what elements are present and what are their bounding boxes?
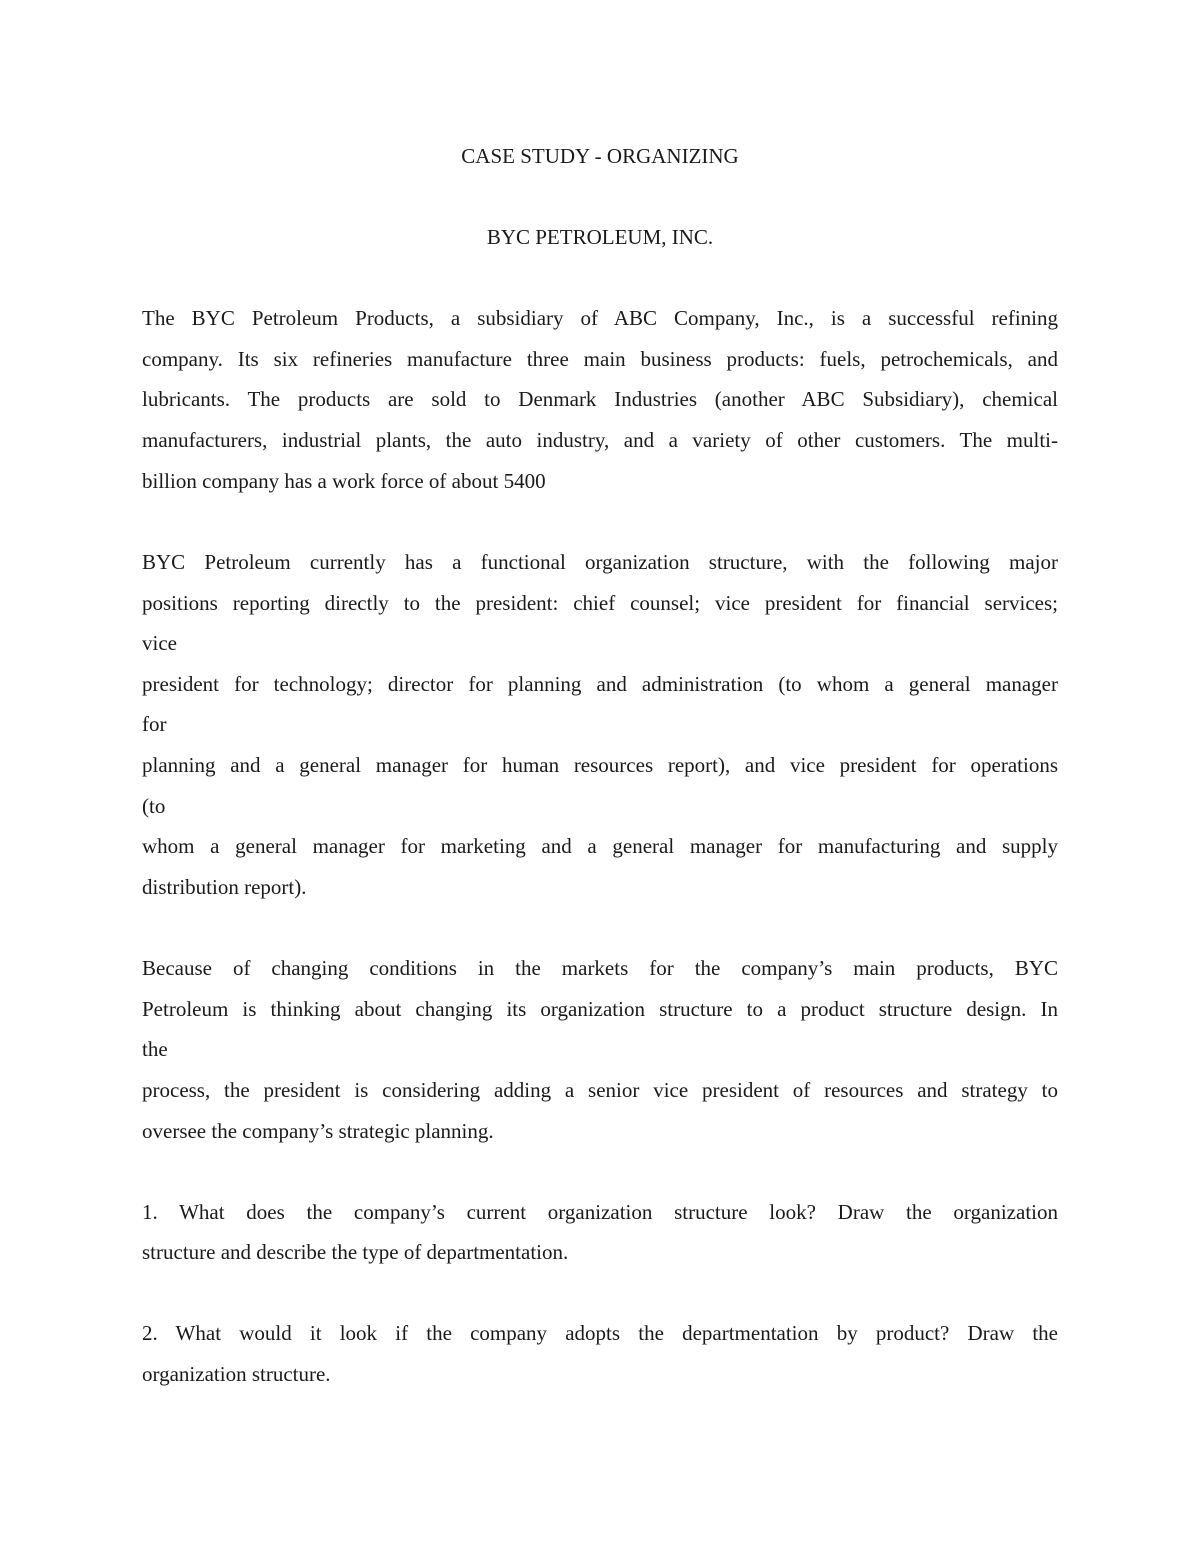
paragraph-2-line: positions reporting directly to the president: chief counsel; vice president for financial services; — [142, 591, 1058, 615]
paragraph-3-line: oversee the company’s strategic planning. — [142, 1119, 494, 1143]
paragraph-3-line: the — [142, 1037, 168, 1061]
paragraph-1-line: billion company has a work force of about 5400 — [142, 469, 546, 493]
paragraph-2-line: for — [142, 712, 167, 736]
paragraph-1-line: manufacturers, industrial plants, the auto industry, and a variety of other customers. The multi- — [142, 428, 1058, 452]
paragraph-2-line: distribution report). — [142, 875, 307, 899]
document-title: CASE STUDY - ORGANIZING — [461, 144, 739, 168]
paragraph-1-line: company. Its six refineries manufacture three main business products: fuels, petrochemicals, and — [142, 347, 1058, 371]
paragraph-1-line: The BYC Petroleum Products, a subsidiary of ABC Company, Inc., is a successful refining — [142, 306, 1058, 330]
paragraph-2-line: planning and a general manager for human resources report), and vice president for operations — [142, 753, 1058, 777]
question-2-line: 2. What would it look if the company adopts the departmentation by product? Draw the — [142, 1321, 1058, 1345]
question-1-line: structure and describe the type of departmentation. — [142, 1240, 569, 1264]
paragraph-2-line: (to — [142, 794, 166, 818]
question-2-line: organization structure. — [142, 1362, 331, 1386]
paragraph-1-line: lubricants. The products are sold to Denmark Industries (another ABC Subsidiary), chemical — [142, 387, 1058, 411]
paragraph-2-line: vice — [142, 631, 177, 655]
question-1-line: 1. What does the company’s current organization structure look? Draw the organization — [142, 1200, 1058, 1224]
paragraph-3-line: process, the president is considering adding a senior vice president of resources and strategy to — [142, 1078, 1058, 1102]
paragraph-3-line: Petroleum is thinking about changing its organization structure to a product structure design. In — [142, 997, 1058, 1021]
paragraph-2-line: BYC Petroleum currently has a functional organization structure, with the following major — [142, 550, 1058, 574]
paragraph-3-line: Because of changing conditions in the markets for the company’s main products, BYC — [142, 956, 1058, 980]
document-subtitle: BYC PETROLEUM, INC. — [486, 225, 714, 249]
paragraph-2-line: whom a general manager for marketing and a general manager for manufacturing and supply — [142, 834, 1058, 858]
paragraph-2-line: president for technology; director for planning and administration (to whom a general manager — [142, 672, 1058, 696]
